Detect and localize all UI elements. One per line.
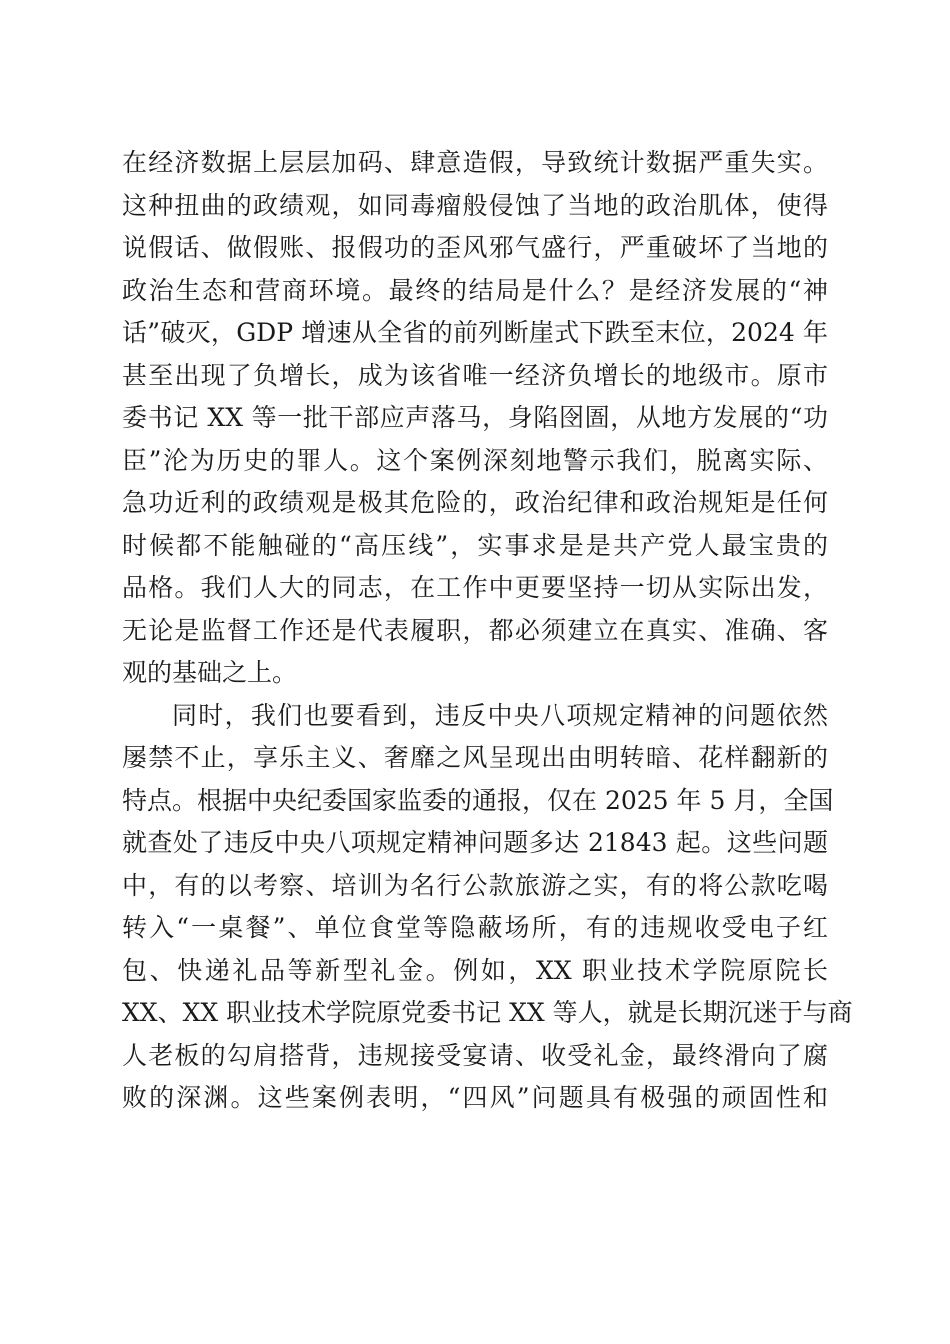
text-line: 中，有的以考察、培训为名行公款旅游之实，有的将公款吃喝	[122, 870, 828, 900]
text-line: 特点。根据中央纪委国家监委的通报，仅在 2025 年 5 月，全国	[122, 785, 834, 815]
text-line: 说假话、做假账、报假功的歪风邪气盛行，严重破坏了当地的	[122, 233, 828, 262]
text-line: XX、XX 职业技术学院原党委书记 XX 等人，就是长期沉迷于与商	[122, 998, 853, 1027]
text-line: 品格。我们人大的同志，在工作中更要坚持一切从实际出发，	[122, 573, 828, 602]
paragraph-1	[122, 142, 828, 695]
text-line: 委书记 XX 等一批干部应声落马，身陷囹圄，从地方发展的“功	[122, 403, 828, 432]
text-line: 时候都不能触碰的“高压线”，实事求是是共产党人最宝贵的	[122, 530, 828, 560]
text-line: 政治生态和营商环境。最终的结局是什么？是经济发展的“神	[122, 275, 828, 305]
text-line: 就查处了违反中央八项规定精神问题多达 21843 起。这些问题	[122, 828, 828, 857]
text-line: 转入“一桌餐”、单位食堂等隐蔽场所，有的违规收受电子红	[122, 913, 828, 942]
text-line: 同时，我们也要看到，违反中央八项规定精神的问题依然	[172, 700, 828, 730]
text-line: 急功近利的政绩观是极其危险的，政治纪律和政治规矩是任何	[122, 488, 828, 517]
text-line: 这种扭曲的政绩观，如同毒瘤般侵蚀了当地的政治肌体，使得	[122, 190, 828, 220]
text-line: 人老板的勾肩搭背，违规接受宴请、收受礼金，最终滑向了腐	[122, 1040, 828, 1070]
text-line: 观的基础之上。	[122, 658, 298, 687]
paragraph-2	[122, 695, 853, 1120]
text-line: 屡禁不止，享乐主义、奢靡之风呈现出由明转暗、花样翻新的	[122, 743, 828, 772]
text-line: 包、快递礼品等新型礼金。例如，XX 职业技术学院原院长	[122, 955, 828, 985]
text-line: 无论是监督工作还是代表履职，都必须建立在真实、准确、客	[122, 615, 828, 645]
text-line: 甚至出现了负增长，成为该省唯一经济负增长的地级市。原市	[122, 360, 828, 390]
text-line: 臣”沦为历史的罪人。这个案例深刻地警示我们，脱离实际、	[122, 445, 828, 475]
text-line: 话”破灭，GDP 增速从全省的前列断崖式下跌至末位，2024 年	[122, 318, 828, 347]
text-line: 败的深渊。这些案例表明，“四风”问题具有极强的顽固性和	[122, 1083, 828, 1112]
body-text	[122, 142, 853, 1120]
text-line: 在经济数据上层层加码、肆意造假，导致统计数据严重失实。	[122, 148, 828, 177]
